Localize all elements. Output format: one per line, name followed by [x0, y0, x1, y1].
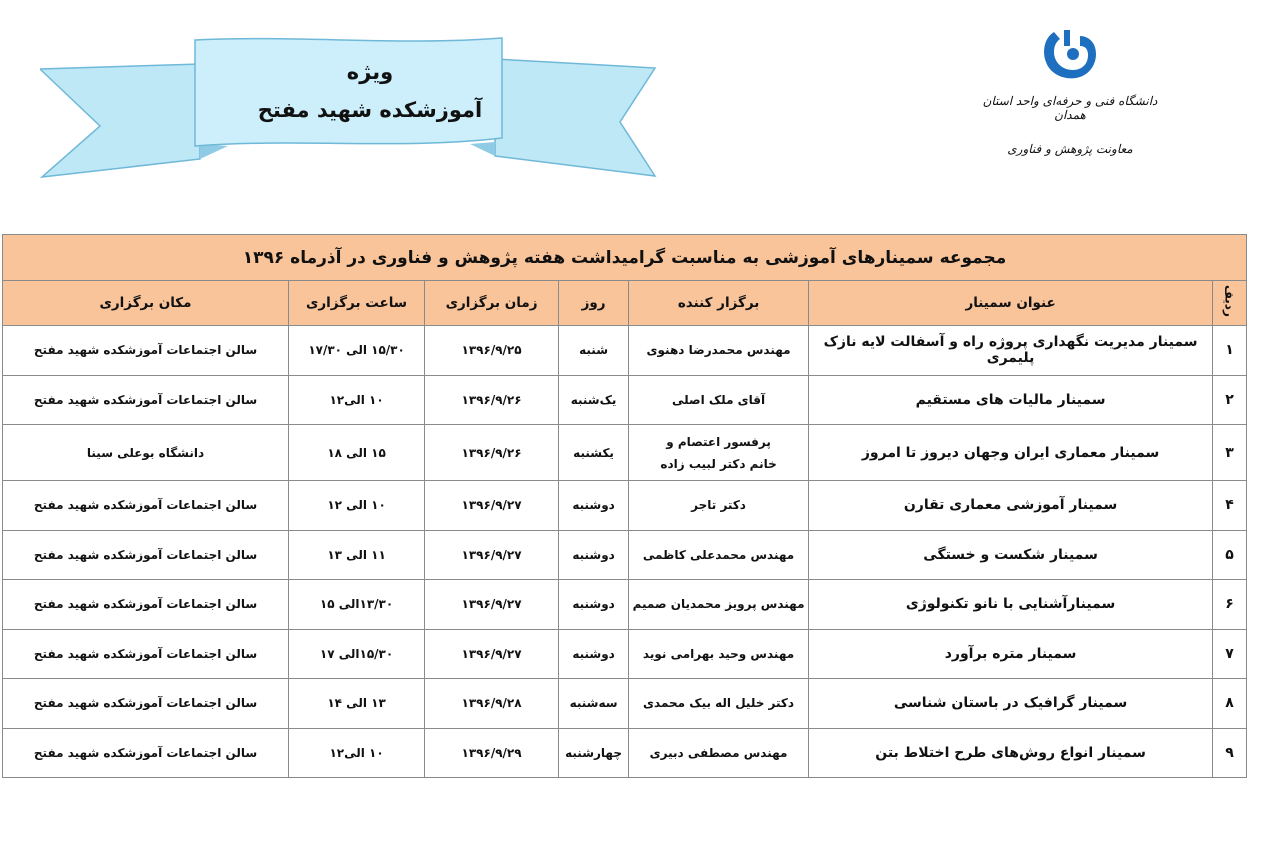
day: چهارشنبه	[559, 728, 629, 778]
row-number: ۲	[1213, 375, 1247, 425]
date: ۱۳۹۶/۹/۲۷	[425, 580, 559, 630]
day: یکشنبه	[559, 425, 629, 481]
table-row	[3, 629, 1247, 679]
organizer: مهندس محمدرضا دهنوی	[629, 326, 809, 376]
table-row	[3, 728, 1247, 778]
table-title: مجموعه سمینارهای آموزشی به مناسبت گرامیداشت هفته پژوهش و فناوری در آذرماه ۱۳۹۶	[3, 235, 1247, 281]
row-number: ۱	[1213, 326, 1247, 376]
seminar-table	[2, 234, 1247, 778]
ribbon-banner	[40, 34, 660, 184]
header-time: ساعت برگزاری	[289, 281, 425, 326]
place: سالن اجتماعات آموزشکده شهید مفتح	[3, 580, 289, 630]
organizer: مهندس پرویز محمدیان صمیم	[629, 580, 809, 630]
banner-line-1: ویژه	[346, 60, 394, 84]
place: سالن اجتماعات آموزشکده شهید مفتح	[3, 679, 289, 729]
seminar-title: سمینار معماری ایران وجهان دیروز تا امروز	[809, 425, 1213, 481]
time: ۱۳ الی ۱۴	[289, 679, 425, 729]
table-row	[3, 481, 1247, 531]
time: ۱۰ الی۱۲	[289, 728, 425, 778]
place: سالن اجتماعات آموزشکده شهید مفتح	[3, 629, 289, 679]
seminar-title: سمینار متره برآورد	[809, 629, 1213, 679]
table-row	[3, 326, 1247, 376]
organizer: دکتر خلیل اله بیک محمدی	[629, 679, 809, 729]
seminar-title: سمینارآشنایی با نانو تکنولوژی	[809, 580, 1213, 630]
time: ۱۵/۳۰الی ۱۷	[289, 629, 425, 679]
row-number: ۷	[1213, 629, 1247, 679]
organizer	[629, 425, 809, 481]
header-date: زمان برگزاری	[425, 281, 559, 326]
place: سالن اجتماعات آموزشکده شهید مفتح	[3, 326, 289, 376]
organizer: دکتر تاجر	[629, 481, 809, 531]
header-place: مکان برگزاری	[3, 281, 289, 326]
header-title: عنوان سمینار	[809, 281, 1213, 326]
row-number: ۳	[1213, 425, 1247, 481]
university-emblem-icon	[1040, 28, 1100, 84]
seminar-title: سمینار مدیریت نگهداری پروژه راه و آسفالت لایه نازک پلیمری	[809, 326, 1213, 376]
seminar-table-wrapper	[2, 234, 1246, 778]
date: ۱۳۹۶/۹/۲۹	[425, 728, 559, 778]
date: ۱۳۹۶/۹/۲۷	[425, 530, 559, 580]
time: ۱۰ الی۱۲	[289, 375, 425, 425]
header-organizer: برگزار کننده	[629, 281, 809, 326]
organizer: مهندس محمدعلی کاظمی	[629, 530, 809, 580]
organizer: آقای ملک اصلی	[629, 375, 809, 425]
date: ۱۳۹۶/۹/۲۶	[425, 375, 559, 425]
row-number: ۵	[1213, 530, 1247, 580]
organizer-line-1: پرفسور اعتصام و	[666, 434, 771, 449]
banner-line-2: آموزشکده شهید مفتح	[257, 98, 483, 122]
date: ۱۳۹۶/۹/۲۵	[425, 326, 559, 376]
day: شنبه	[559, 326, 629, 376]
date: ۱۳۹۶/۹/۲۶	[425, 425, 559, 481]
seminar-title: سمینار گرافیک در باستان شناسی	[809, 679, 1213, 729]
header-radif: ردیف	[1213, 281, 1247, 326]
date: ۱۳۹۶/۹/۲۷	[425, 629, 559, 679]
row-number: ۹	[1213, 728, 1247, 778]
place: سالن اجتماعات آموزشکده شهید مفتح	[3, 728, 289, 778]
day: دوشنبه	[559, 530, 629, 580]
place: دانشگاه بوعلی سینا	[3, 425, 289, 481]
seminar-title: سمینار شکست و خستگی	[809, 530, 1213, 580]
time: ۱۰ الی ۱۲	[289, 481, 425, 531]
date: ۱۳۹۶/۹/۲۸	[425, 679, 559, 729]
seminar-title: سمینار مالیات های مستقیم	[809, 375, 1213, 425]
day: دوشنبه	[559, 629, 629, 679]
table-row	[3, 530, 1247, 580]
place: سالن اجتماعات آموزشکده شهید مفتح	[3, 481, 289, 531]
seminar-title: سمینار انواع روش‌های طرح اختلاط بتن	[809, 728, 1213, 778]
department-name: معاونت پژوهش و فناوری	[1007, 142, 1133, 156]
day: یک‌شنبه	[559, 375, 629, 425]
place: سالن اجتماعات آموزشکده شهید مفتح	[3, 375, 289, 425]
table-row	[3, 425, 1247, 481]
day: سه‌شنبه	[559, 679, 629, 729]
time: ۱۵ الی ۱۸	[289, 425, 425, 481]
seminar-title: سمینار آموزشی معماری تقارن	[809, 481, 1213, 531]
organizer: مهندس مصطفی دبیری	[629, 728, 809, 778]
table-row	[3, 375, 1247, 425]
university-logo	[975, 28, 1165, 178]
header-day: روز	[559, 281, 629, 326]
row-number: ۴	[1213, 481, 1247, 531]
table-row	[3, 580, 1247, 630]
date: ۱۳۹۶/۹/۲۷	[425, 481, 559, 531]
place: سالن اجتماعات آموزشکده شهید مفتح	[3, 530, 289, 580]
time: ۱۵/۳۰ الی ۱۷/۳۰	[289, 326, 425, 376]
row-number: ۸	[1213, 679, 1247, 729]
organizer-line-2: خانم دکتر لبیب زاده	[660, 456, 777, 471]
organizer: مهندس وحید بهرامی نوید	[629, 629, 809, 679]
time: ۱۱ الی ۱۳	[289, 530, 425, 580]
row-number: ۶	[1213, 580, 1247, 630]
day: دوشنبه	[559, 580, 629, 630]
time: ۱۳/۳۰الی ۱۵	[289, 580, 425, 630]
day: دوشنبه	[559, 481, 629, 531]
table-row	[3, 679, 1247, 729]
university-name: دانشگاه فنی و حرفه‌ای واحد استان همدان	[982, 94, 1158, 122]
